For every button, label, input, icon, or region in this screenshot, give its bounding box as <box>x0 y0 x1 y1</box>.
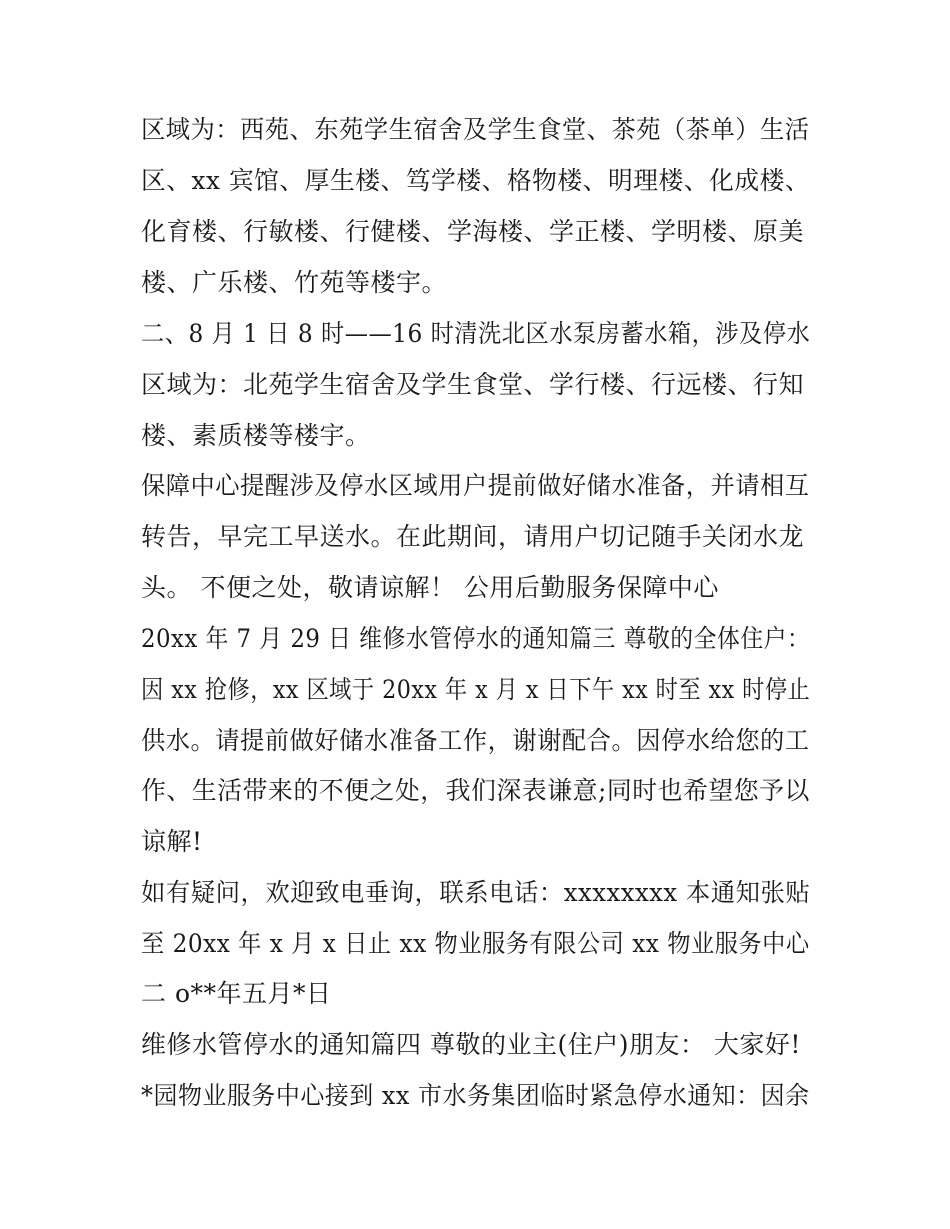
text-line: 化育楼、行敏楼、行健楼、学海楼、学正楼、学明楼、原美 <box>141 217 805 246</box>
text-line: 区域为：北苑学生宿舍及学生食堂、学行楼、行远楼、行知 <box>141 370 805 399</box>
text-line: 转告，早完工早送水。在此期间，请用户切记随手关闭水龙 <box>141 522 805 551</box>
text-line: 20xx 年 7 月 29 日 维修水管停水的通知篇三 尊敬的全体住户： <box>141 624 811 653</box>
text-line: 谅解! <box>141 827 203 856</box>
text-line: 二、8 月 1 日 8 时——16 时清洗北区水泵房蓄水箱，涉及停水 <box>141 319 811 348</box>
text-line: 如有疑问，欢迎致电垂询，联系电话：xxxxxxxx 本通知张贴 <box>141 878 811 907</box>
text-line: 作、生活带来的不便之处，我们深表谦意;同时也希望您予以 <box>141 776 810 805</box>
text-line: 楼、素质楼等楼宇。 <box>141 421 371 450</box>
text-line: *园物业服务中心接到 xx 市水务集团临时紧急停水通知：因余 <box>141 1081 810 1110</box>
text-line: 楼、广乐楼、竹苑等楼宇。 <box>141 268 448 297</box>
text-line: 保障中心提醒涉及停水区域用户提前做好储水准备，并请相互 <box>141 471 810 500</box>
text-line: 二 o**年五月*日 <box>141 979 332 1008</box>
text-line: 因 xx 抢修，xx 区域于 20xx 年 x 月 x 日下午 xx 时至 xx 时停止 <box>141 675 811 704</box>
text-line: 至 20xx 年 x 月 x 日止 xx 物业服务有限公司 xx 物业服务中心 <box>141 929 810 958</box>
text-line: 供水。请提前做好储水准备工作，谢谢配合。因停水给您的工 <box>141 726 810 755</box>
text-line: 区、xx 宾馆、厚生楼、笃学楼、格物楼、明理楼、化成楼、 <box>141 166 811 195</box>
text-line: 区域为：西苑、东苑学生宿舍及学生食堂、茶苑（茶单）生活 <box>141 115 810 144</box>
text-line: 维修水管停水的通知篇四 尊敬的业主(住户)朋友： 大家好! <box>141 1030 801 1059</box>
text-line: 头。 不便之处，敬请谅解！ 公用后勤服务保障中心 <box>141 573 719 602</box>
